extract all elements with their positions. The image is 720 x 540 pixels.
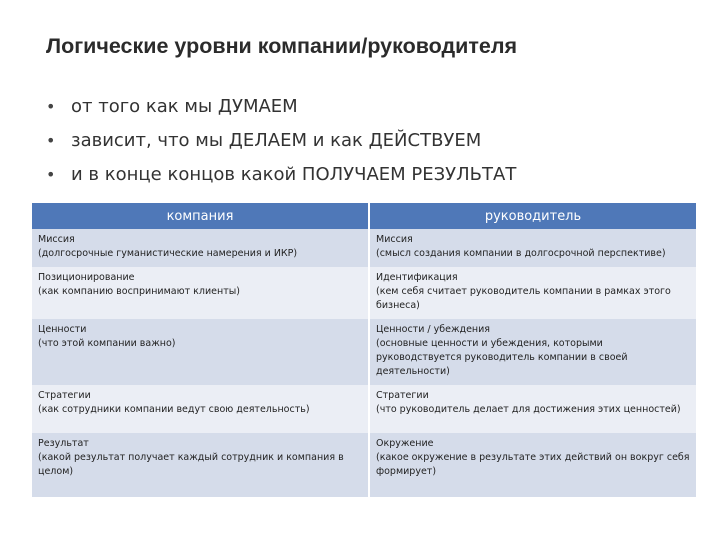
cell-title: Ценности / убеждения — [376, 324, 491, 335]
cell-title: Стратегии — [38, 390, 91, 401]
levels-table — [32, 203, 696, 497]
bullet-item — [46, 124, 516, 158]
cell-description: (долгосрочные гуманистические намерения и ИКР) — [38, 248, 298, 259]
cell-title: Окружение — [376, 438, 434, 449]
slide-title: Логические уровни компании/руководителя — [46, 34, 518, 58]
cell-description: (основные ценности и убеждения, которыми руководствуется руководитель компании в своей деятельности) — [376, 338, 628, 377]
cell-description: (что этой компании важно) — [38, 338, 176, 349]
cell-title: Миссия — [376, 234, 413, 245]
bullet-list — [46, 90, 516, 192]
company-cell — [32, 319, 369, 385]
cell-description: (как компанию воспринимают клиенты) — [38, 286, 240, 297]
company-cell — [32, 433, 369, 497]
table-row — [32, 229, 696, 267]
bullet-text: зависит, что мы ДЕЛАЕМ и как ДЕЙСТВУЕМ — [71, 130, 482, 151]
company-cell — [32, 385, 369, 433]
cell-description: (кем себя считает руководитель компании в рамках этого бизнеса) — [376, 286, 671, 311]
bullet-item — [46, 158, 516, 192]
leader-cell — [369, 319, 696, 385]
cell-title: Результат — [38, 438, 89, 449]
bullet-dot-icon: • — [46, 131, 56, 150]
bullet-text: и в конце концов какой ПОЛУЧАЕМ РЕЗУЛЬТАТ — [71, 164, 517, 185]
bullet-dot-icon: • — [46, 97, 56, 116]
cell-description: (какое окружение в результате этих действий он вокруг себя формирует) — [376, 452, 690, 477]
table-row — [32, 433, 696, 497]
cell-title: Миссия — [38, 234, 75, 245]
table-row — [32, 267, 696, 319]
company-cell — [32, 229, 369, 267]
table-header-row — [32, 203, 696, 229]
leader-cell — [369, 385, 696, 433]
table-row — [32, 385, 696, 433]
cell-description: (какой результат получает каждый сотрудник и компания в целом) — [38, 452, 344, 477]
cell-description: (что руководитель делает для достижения этих ценностей) — [376, 404, 681, 415]
cell-title: Стратегии — [376, 390, 429, 401]
column-header-leader: руководитель — [369, 203, 696, 229]
cell-title: Идентификация — [376, 272, 458, 283]
cell-description: (смысл создания компании в долгосрочной перспективе) — [376, 248, 666, 259]
bullet-item — [46, 90, 516, 124]
table-row — [32, 319, 696, 385]
cell-title: Позиционирование — [38, 272, 135, 283]
bullet-dot-icon: • — [46, 165, 56, 184]
cell-description: (как сотрудники компании ведут свою деятельность) — [38, 404, 310, 415]
leader-cell — [369, 433, 696, 497]
bullet-text: от того как мы ДУМАЕМ — [71, 96, 298, 117]
leader-cell — [369, 267, 696, 319]
leader-cell — [369, 229, 696, 267]
column-header-company: компания — [32, 203, 369, 229]
cell-title: Ценности — [38, 324, 87, 335]
company-cell — [32, 267, 369, 319]
